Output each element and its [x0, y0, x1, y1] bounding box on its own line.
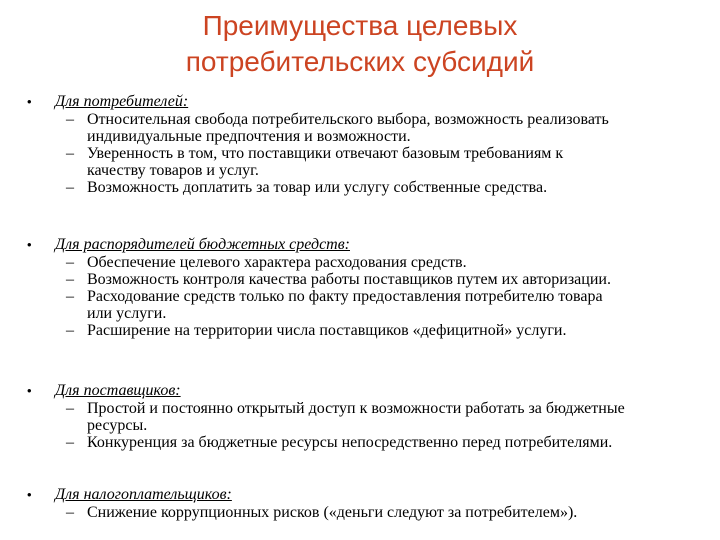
section-items	[0, 400, 707, 451]
title-line-2: потребительских субсидий	[185, 46, 535, 77]
item-line: Простой и постоянно открытый доступ к возможности работать за бюджетные	[87, 400, 625, 417]
list-item	[0, 504, 707, 521]
item-line: качеству товаров и услуг.	[87, 162, 259, 179]
dash: –	[66, 145, 74, 162]
slide-title	[0, 8, 720, 80]
section-items	[0, 111, 707, 196]
item-line: Уверенность в том, что поставщики отвечают базовым требованиям к	[87, 145, 564, 162]
dash: –	[66, 111, 74, 128]
item-line: Возможность контроля качества работы поставщиков путем их авторизации.	[87, 271, 611, 288]
item-line: Относительная свобода потребительского выбора, возможность реализовать	[87, 111, 609, 128]
item-line: или услуги.	[87, 305, 167, 322]
bullet: •	[27, 383, 32, 398]
list-item	[0, 111, 707, 145]
dash: –	[66, 288, 74, 305]
item-line: Конкуренция за бюджетные ресурсы непосредственно перед потребителями.	[87, 434, 613, 451]
list-item	[0, 434, 707, 451]
dash: –	[66, 271, 74, 288]
list-item	[0, 322, 707, 339]
section-heading: Для поставщиков:	[55, 382, 181, 399]
list-item	[0, 254, 707, 271]
bullet: •	[27, 94, 32, 109]
list-item	[0, 288, 707, 322]
item-line: Снижение коррупционных рисков («деньги следуют за потребителем»).	[87, 504, 578, 521]
item-line: Расширение на территории числа поставщиков «дефицитной» услуги.	[87, 322, 567, 339]
dash: –	[66, 434, 74, 451]
dash: –	[66, 400, 74, 417]
item-line: Возможность доплатить за товар или услугу собственные средства.	[87, 179, 548, 196]
list-item	[0, 271, 707, 288]
list-item	[0, 145, 707, 179]
bullet: •	[27, 237, 32, 252]
item-line: ресурсы.	[87, 417, 148, 434]
item-line: индивидуальные предпочтения и возможности.	[87, 128, 411, 145]
item-line: Расходование средств только по факту предоставления потребителю товара	[87, 288, 603, 305]
section-heading: Для распорядителей бюджетных средств:	[55, 236, 350, 253]
dash: –	[66, 254, 74, 271]
section-items	[0, 254, 707, 339]
section-heading: Для налогоплательщиков:	[55, 486, 232, 503]
dash: –	[66, 179, 74, 196]
section-items	[0, 504, 707, 521]
list-item	[0, 400, 707, 434]
section-heading: Для потребителей:	[55, 93, 189, 110]
bullet: •	[27, 487, 32, 502]
title-line-1: Преимущества целевых	[202, 10, 518, 41]
list-item	[0, 179, 707, 196]
item-line: Обеспечение целевого характера расходования средств.	[87, 254, 467, 271]
dash: –	[66, 322, 74, 339]
dash: –	[66, 504, 74, 521]
